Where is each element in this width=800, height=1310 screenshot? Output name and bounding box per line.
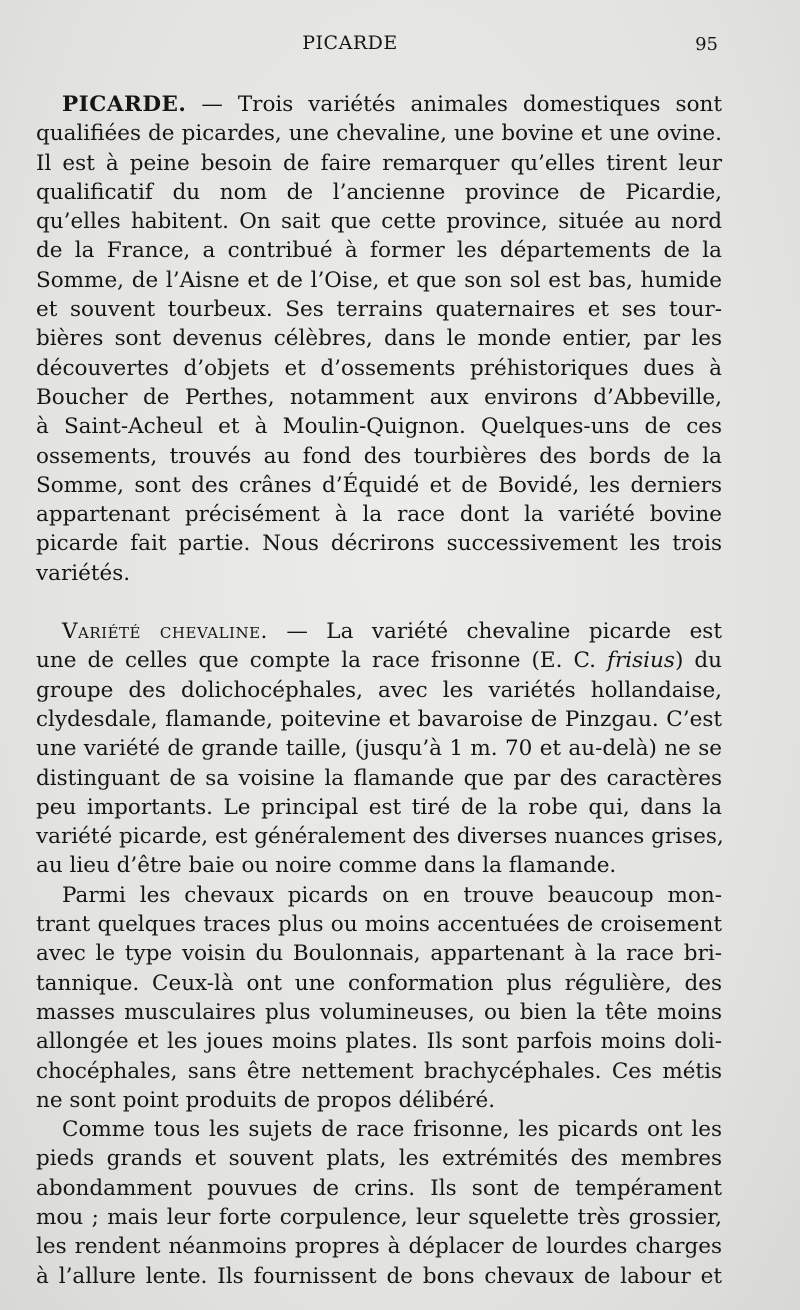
text-line: bières sont devenus célèbres, dans le monde entier, par les (36, 326, 722, 352)
text-line: à l’allure lente. Ils fournissent de bons chevaux de labour et (36, 1263, 722, 1289)
text-line: chocéphales, sans être nettement brachycéphales. Ces métis (36, 1058, 722, 1084)
text-line: Somme, sont des crânes d’Équidé et de Bovidé, les derniers (36, 472, 722, 498)
text-line: Parmi les chevaux picards on en trouve beaucoup mon- (62, 882, 722, 908)
text-line: groupe des dolichocéphales, avec les variétés hollandaise, (36, 677, 722, 703)
running-title: PICARDE (302, 32, 398, 54)
text-line: picarde fait partie. Nous décrirons successivement les trois (36, 531, 722, 557)
paragraph-race-frisonne (36, 1115, 722, 1291)
paragraph-gap (36, 588, 722, 617)
text-line: et souvent tourbeux. Ses terrains quaternaires et ses tour- (36, 297, 722, 323)
body-text (36, 90, 722, 1291)
text-line: Comme tous les sujets de race frisonne, les picards ont les (62, 1117, 722, 1143)
text-line: Boucher de Perthes, notamment aux environs d’Abbeville, (36, 384, 722, 410)
text-line: variété picarde, est généralement des diverses nuances grises, (36, 824, 724, 850)
text-line: qualificatif du nom de l’ancienne province de Picardie, (36, 179, 722, 205)
entry-heading: PICARDE. (62, 92, 187, 117)
text-line: tannique. Ceux-là ont une conformation plus régulière, des (36, 970, 722, 996)
text-line: peu importants. Le principal est tiré de la robe qui, dans la (36, 794, 722, 820)
text-line: qualifiées de picardes, une chevaline, une bovine et une ovine. (36, 121, 722, 147)
text-line: qu’elles habitent. On sait que cette province, située au nord (36, 209, 722, 235)
page-number: 95 (695, 34, 718, 55)
running-head (0, 30, 800, 60)
paragraph-variete-chevaline (36, 617, 722, 881)
text-line: à Saint-Acheul et à Moulin-Quignon. Quelques-uns de ces (36, 414, 722, 440)
text-line: ossements, trouvés au fond des tourbières des bords de la (36, 443, 722, 469)
text-line: les rendent néanmoins propres à déplacer de lourdes charges (36, 1234, 722, 1260)
text-line: Somme, de l’Aisne et de l’Oise, et que son sol est bas, humide (36, 267, 722, 293)
text-line: une de celles que compte la race frisonne (E. C. frisius) du (36, 648, 722, 674)
text-line: au lieu d’être baie ou noire comme dans la flamande. (36, 853, 617, 879)
text-line: abondamment pouvues de crins. Ils sont de tempérament (36, 1175, 722, 1201)
text-line: Il est à peine besoin de faire remarquer qu’elles tirent leur (36, 150, 722, 176)
text-line: pieds grands et souvent plats, les extrémités des membres (36, 1146, 722, 1172)
text-line: mou ; mais leur forte corpulence, leur squelette très grossier, (36, 1204, 722, 1230)
text-line: Variété chevaline. — La variété chevaline picarde est (62, 619, 722, 645)
section-heading: Variété chevaline. (62, 619, 268, 645)
italic-term: frisius (607, 648, 675, 674)
text-line: distinguant de sa voisine la flamande que par des caractères (36, 765, 722, 791)
text-line: allongée et les joues moins plates. Ils sont parfois moins doli- (36, 1029, 722, 1055)
text-line: ne sont point produits de propos délibéré. (36, 1087, 496, 1113)
text-line: variétés. (36, 560, 131, 586)
text-line: masses musculaires plus volumineuses, ou bien la tête moins (36, 999, 722, 1025)
text-line: appartenant précisément à la race dont la variété bovine (36, 502, 722, 528)
text-line: de la France, a contribué à former les départements de la (36, 238, 722, 264)
text-line: découvertes d’objets et d’ossements préhistoriques dues à (36, 355, 722, 381)
paragraph-chevaux-picards (36, 881, 722, 1115)
text-line: trant quelques traces plus ou moins accentuées de croisement (36, 912, 722, 938)
text-line: PICARDE. — Trois variétés animales domestiques sont (62, 92, 722, 117)
text-line: avec le type voisin du Boulonnais, appartenant à la race bri- (36, 941, 722, 967)
text-line: clydesdale, flamande, poitevine et bavaroise de Pinzgau. C’est (36, 706, 722, 732)
paragraph-picarde (36, 90, 722, 588)
text-line: une variété de grande taille, (jusqu’à 1 m. 70 et au-delà) ne se (36, 736, 722, 762)
